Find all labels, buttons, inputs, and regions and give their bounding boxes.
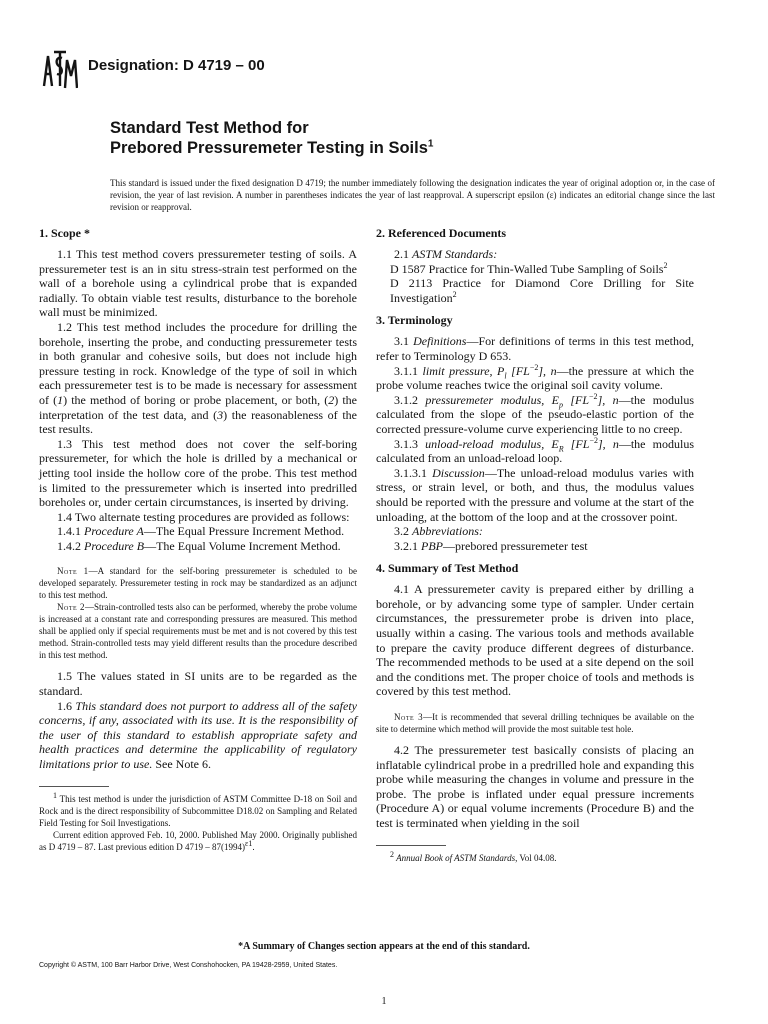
para-1-3: 1.3 This test method does not cover the self-boring pressuremeter, for which the hole is drilled by a mechanical or jetting tool inside the hollow core of the probe. This test method is limited to the pressuremeter which is inserted into predrilled boreholes or, under certain circumstances, is inserted by driving. xyxy=(39,436,357,510)
para-1-1: 1.1 This test method covers pressuremeter testing of soils. A pressuremeter test is an in situ stress-strain test performed on the wall of a borehole using a cylindrical probe that is expanded radially. To obtain viable test results, disturbance to the borehole wall must be minimized. xyxy=(39,247,357,320)
footnote-divider-right xyxy=(376,845,446,846)
ref-d2113: D 2113 Practice for Diamond Core Drilling for Site Investigation$^2$ xyxy=(390,276,694,305)
para-1-4: 1.4 Two alternate testing procedures are provided as follows: xyxy=(57,509,350,524)
page-title xyxy=(110,118,433,158)
title-line-1: Standard Test Method for xyxy=(110,119,309,137)
designation: Designation: D 4719 – 00 xyxy=(88,57,265,74)
left-column xyxy=(39,226,357,853)
para-3-1: 3.1 Definitions—For definitions of terms in this test method, refer to Terminology D 653. xyxy=(376,334,695,363)
para-3-1-2: 3.1.2 pressuremeter modulus, $E_p$ $[FL^{-2}]$, n—the modulus calculated from the slope of the pseudo-elastic portion of the corrected pressure-volume curve experiencing little to no creep. xyxy=(376,391,695,436)
para-3-2: 3.2 Abbreviations: xyxy=(394,524,483,539)
astm-logo-icon xyxy=(40,46,78,94)
para-3-1-3-1: 3.1.3.1 Discussion—The unload-reload modulus varies with stress, or strain level, or both, and thus, the modulus values should be reported with the pressure and volume at the start of the unloading, at the bottom of the loop and at the crossover point. xyxy=(376,465,694,524)
note-3: Note 3—It is recommended that several drilling techniques be available on the site to determine which method will provide the most suitable test hole. xyxy=(376,712,694,735)
para-3-2-1: 3.2.1 PBP—prebored pressuremeter test xyxy=(394,538,588,553)
section-summary-heading: 4. Summary of Test Method xyxy=(376,561,519,576)
para-1-2: 1.2 This test method includes the procedure for drilling the borehole, inserting the probe, and conducting pressuremeter tests in both granular and cohesive soils, but does not include high pressure testing in rock. Knowledge of the type of soil in which each pressuremeter test is to be made is necessary for assessment of (1) the method of boring or probe placement, or both, (2) the interpretation of the test data, and (3) the reasonableness of the test results. xyxy=(39,319,357,437)
section-terminology-heading: 3. Terminology xyxy=(376,313,453,328)
right-column xyxy=(376,226,694,864)
para-1-4-2: 1.4.2 Procedure B—The Equal Volume Increment Method. xyxy=(57,538,341,553)
title-line-2-text: Prebored Pressuremeter Testing in Soils xyxy=(110,139,428,157)
para-3-1-1: 3.1.1 limit pressure, $P_l$ $[FL^{-2}]$, n—the pressure at which the probe volume reaches twice the original soil cavity volume. xyxy=(376,362,695,393)
section-referenced-docs-heading: 2. Referenced Documents xyxy=(376,226,507,240)
title-footnote-mark: 1 xyxy=(427,138,434,150)
footnote-2: $^2$ Annual Book of ASTM Standards, Vol 04.08. xyxy=(390,849,557,863)
para-3-1-3: 3.1.3 unload-reload modulus, $E_R$ $[FL^{-2}]$, n—the modulus calculated from an unload-reload loop. xyxy=(376,435,694,466)
copyright: Copyright © ASTM, 100 Barr Harbor Drive, West Conshohocken, PA 19428-2959, United States. xyxy=(39,962,338,969)
footnote-divider xyxy=(39,786,109,787)
footnote-1: $^1$ This test method is under the jurisdiction of ASTM Committee D-18 on Soil and Rock and is the direct responsibility of Subcommittee D18.02 on Sampling and Related Field Testing for Soil Investigations. xyxy=(39,790,357,828)
note-1: Note 1—A standard for the self-boring pressuremeter is scheduled to be developed separately. Pressuremeter testing in rock may be standardized as an adjunct to this test method. xyxy=(39,566,357,601)
para-1-5: 1.5 The values stated in SI units are to be regarded as the standard. xyxy=(39,669,357,699)
footnote-1-edition: Current edition approved Feb. 10, 2000. Published May 2000. Originally published as D 4719 – 87. Last previous edition D $4719 - 87(1994)^{\varepsilon 1}$. xyxy=(39,829,357,852)
title-line-2 xyxy=(110,138,433,158)
intro-paragraph: This standard is issued under the fixed designation D 4719; the number immediately following the designation indicates the year of original adoption or, in the case of revision, the year of last revision. A number in parentheses indicates the year of last reapproval. A superscript epsilon (ε) indicates an editorial change since the last revision or reapproval. xyxy=(110,178,715,212)
para-4-2: 4.2 The pressuremeter test basically consists of placing an inflatable cylindrical probe in a predrilled hole and expanding this probe while measuring the changes in volume and pressure in the probe. The probe is inflated under equal pressure increments (Procedure A) or equal volume increments (Procedure B) and the test is terminated when yielding in the soil xyxy=(376,743,694,830)
para-1-4-1: 1.4.1 Procedure A—The Equal Pressure Increment Method. xyxy=(57,524,345,539)
section-scope-heading: 1. Scope * xyxy=(39,226,90,240)
para-4-1: 4.1 A pressuremeter cavity is prepared either by drilling a borehole, or by advancing some type of sampler. Under certain circumstances, the pressuremeter probe is driven into place, usually within a casing. The various tools and methods available to prepare the cavity produce different degrees of disturbance. The recommended methods to be used at a site depend on the soil and the conditions met. The proper choice of tools and methods is covered by this test method. xyxy=(376,582,694,699)
summary-of-changes-note: *A Summary of Changes section appears at the end of this standard. xyxy=(238,941,530,952)
para-1-6: 1.6 This standard does not purport to address all of the safety concerns, if any, associated with its use. It is the responsibility of the user of this standard to establish appropriate safety and health practices and determine the applicability of regulatory limitations prior to use. See Note 6. xyxy=(39,698,357,772)
note-2: Note 2—Strain-controlled tests also can be performed, whereby the probe volume is increased at a constant rate and corresponding pressures are measured. This method shall be applied only if special requirements must be met and is not covered by this test method. Strain-controlled tests may yield different results than the procedure described in this test method. xyxy=(39,602,357,661)
ref-d1587: D 1587 Practice for Thin-Walled Tube Sampling of Soils$^2$ xyxy=(390,260,668,276)
page-number: 1 xyxy=(381,996,387,1007)
para-2-1: 2.1 ASTM Standards: xyxy=(394,247,498,261)
